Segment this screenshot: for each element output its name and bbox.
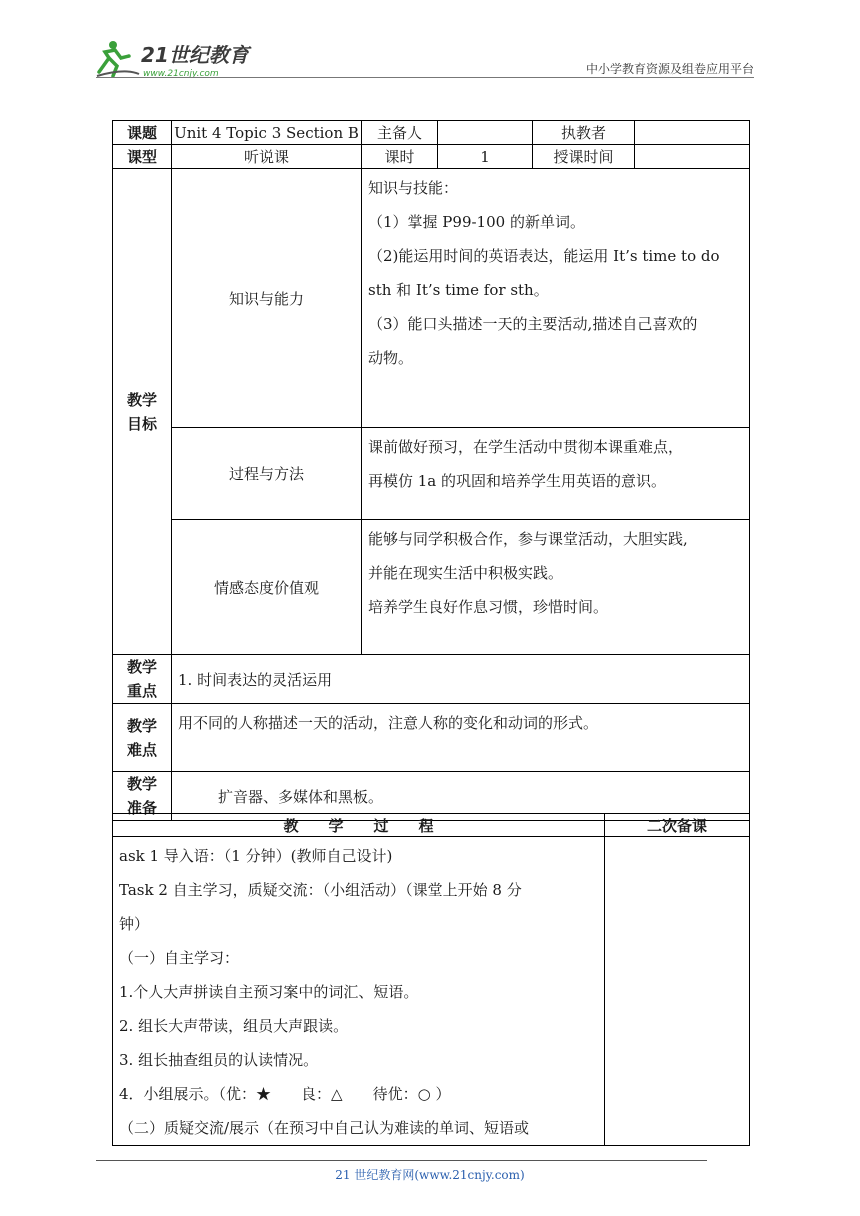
process-content	[362, 428, 750, 520]
teacher-value	[635, 121, 750, 145]
process-step-line: （一）自主学习：	[119, 949, 240, 967]
knowledge-line: （2)能运用时间的英语表达，能运用 It’s time to do	[368, 247, 720, 265]
process-table	[112, 813, 750, 1146]
goals-label	[113, 169, 172, 655]
process-line: 再模仿 1a 的巩固和培养学生用英语的意识。	[368, 472, 667, 490]
difficulties-row	[113, 704, 750, 772]
key-points-row	[113, 655, 750, 704]
second-prep-cell	[605, 837, 750, 1146]
process-step-line: 2. 组长大声带读，组员大声跟读。	[119, 1017, 349, 1035]
process-line: 课前做好预习，在学生活动中贯彻本课重难点，	[368, 438, 684, 456]
process-body-row	[113, 837, 750, 1146]
goals-process-row	[113, 428, 750, 520]
knowledge-line: （3）能口头描述一天的主要活动,描述自己喜欢的	[368, 315, 698, 333]
knowledge-label: 知识与能力	[172, 169, 362, 428]
header-platform-text: 中小学教育资源及组卷应用平台	[585, 62, 754, 76]
runner-logo-icon	[95, 38, 265, 80]
process-step-line: 3. 组长抽查组员的认读情况。	[119, 1051, 319, 1069]
emotion-line: 能够与同学积极合作，参与课堂活动，大胆实践,	[368, 530, 688, 548]
type-label: 课型	[113, 145, 172, 169]
process-step-line: 1.个人大声拼读自主预习案中的词汇、短语。	[119, 983, 419, 1001]
process-header-row	[113, 814, 750, 837]
topic-label: 课题	[113, 121, 172, 145]
key-points-text: 1. 时间表达的灵活运用	[172, 655, 750, 704]
site-logo	[95, 38, 265, 80]
hours-label: 课时	[362, 145, 438, 169]
goals-label-line-1: 教学	[126, 390, 157, 409]
goals-label-line-2: 目标	[126, 414, 157, 433]
preparer-value	[438, 121, 533, 145]
key-points-label-line-2: 重点	[126, 682, 157, 700]
difficulties-text: 用不同的人称描述一天的活动，注意人称的变化和动词的形式。	[172, 704, 750, 772]
logo-text: 21世纪教育	[141, 43, 249, 67]
key-points-label-line-1: 教学	[126, 658, 157, 676]
goals-emotion-row	[113, 520, 750, 655]
process-step-line: （二）质疑交流/展示（在预习中自己认为难读的单词、短语或	[119, 1119, 530, 1137]
process-step-line: ask 1 导入语：（1 分钟）(教师自己设计)	[119, 847, 393, 865]
lesson-plan-table	[112, 120, 750, 821]
emotion-label: 情感态度价值观	[172, 520, 362, 655]
second-prep-header: 二次备课	[605, 814, 750, 837]
hours-value: 1	[438, 145, 533, 169]
topic-row	[113, 121, 750, 145]
key-points-label	[113, 655, 172, 704]
process-step-line: 钟）	[119, 915, 150, 933]
process-header: 教 学 过 程	[113, 814, 605, 837]
logo-subtext: www.21cnjy.com	[143, 69, 219, 79]
type-row	[113, 145, 750, 169]
knowledge-line: sth 和 It’s time for sth。	[368, 281, 549, 299]
preparation-label-line-1: 教学	[126, 775, 157, 793]
teacher-label: 执教者	[533, 121, 635, 145]
process-step-line: 4．小组展示。（优：★ 良：△ 待优：○ ）	[119, 1085, 451, 1103]
header-divider	[96, 77, 754, 78]
knowledge-content	[362, 169, 750, 428]
process-content	[113, 837, 605, 1146]
footer-divider	[96, 1160, 707, 1161]
time-label: 授课时间	[533, 145, 635, 169]
emotion-content	[362, 520, 750, 655]
time-value	[635, 145, 750, 169]
process-label: 过程与方法	[172, 428, 362, 520]
emotion-line: 并能在现实生活中积极实践。	[368, 564, 564, 582]
knowledge-line: （1）掌握 P99-100 的新单词。	[368, 213, 585, 231]
type-value: 听说课	[172, 145, 362, 169]
preparer-label: 主备人	[362, 121, 438, 145]
preparation-text: 扩音器、多媒体和黑板。	[172, 772, 750, 821]
footer-text[interactable]: 21 世纪教育网(www.21cnjy.com)	[335, 1168, 525, 1182]
difficulties-label-line-1: 教学	[126, 716, 157, 735]
knowledge-line: 知识与技能：	[368, 179, 459, 197]
difficulties-label	[113, 704, 172, 772]
process-step-line: Task 2 自主学习，质疑交流：（小组活动）（课堂上开始 8 分	[119, 881, 522, 899]
preparation-label-line-2: 准备	[126, 799, 157, 817]
difficulties-label-line-2: 难点	[126, 740, 157, 759]
goals-knowledge-row	[113, 169, 750, 428]
emotion-line: 培养学生良好作息习惯，珍惜时间。	[368, 598, 609, 616]
knowledge-line: 动物。	[368, 349, 414, 367]
topic-value: Unit 4 Topic 3 Section B	[172, 121, 362, 145]
